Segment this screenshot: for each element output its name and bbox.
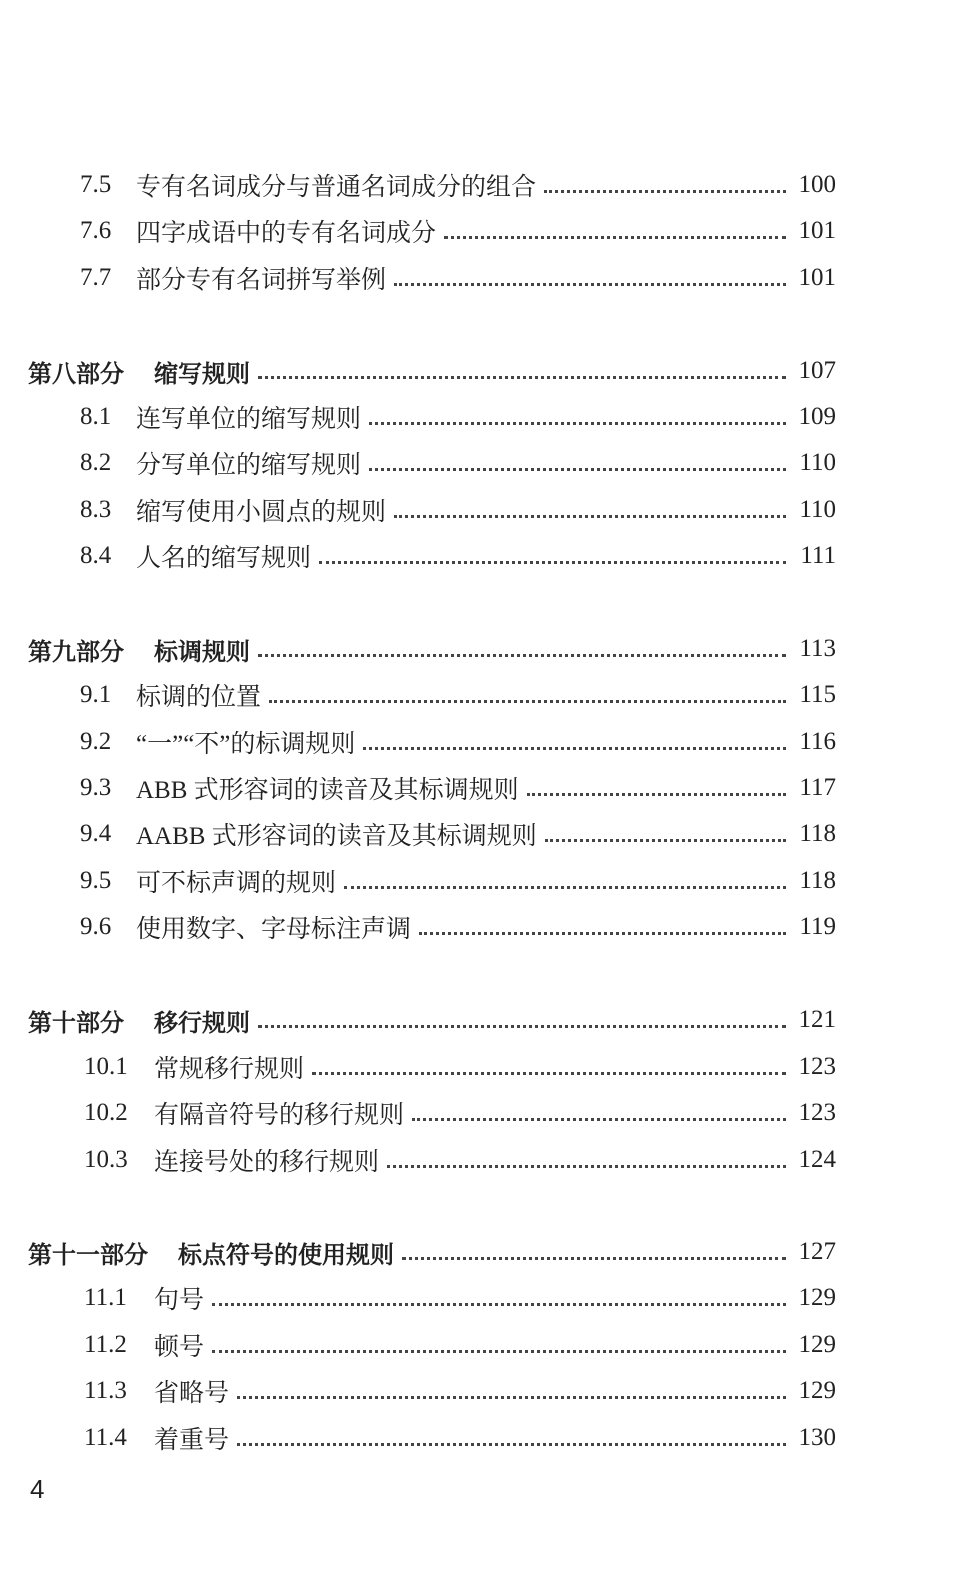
dot-leader (344, 886, 786, 889)
entry-number: 9.2 (80, 728, 112, 755)
entry-title: 可不标声调的规则 (136, 870, 337, 897)
toc-entry[interactable] (80, 675, 836, 715)
entry-title: ABB 式形容词的读音及其标调规则 (136, 777, 519, 804)
entry-number: 9.5 (80, 867, 112, 894)
entry-title: AABB 式形容词的读音及其标调规则 (136, 823, 537, 850)
toc-entry[interactable] (84, 1325, 836, 1365)
dot-leader (212, 1303, 786, 1306)
entry-title: 连写单位的缩写规则 (136, 406, 362, 433)
entry-page: 127 (798, 1238, 836, 1265)
dot-leader (394, 283, 786, 286)
entry-page: 129 (798, 1377, 836, 1404)
entry-number: 10.3 (84, 1146, 128, 1173)
toc-entry[interactable] (80, 165, 836, 205)
entry-number: 9.3 (80, 774, 112, 801)
dot-leader (212, 1350, 786, 1353)
dot-leader (312, 1072, 786, 1075)
entry-number: 第十一部分 (28, 1241, 148, 1269)
toc-entry[interactable] (80, 211, 836, 251)
entry-title: 移行规则 (154, 1009, 250, 1037)
entry-page: 124 (798, 1146, 836, 1173)
entry-title: 标点符号的使用规则 (178, 1241, 394, 1269)
dot-leader (319, 561, 786, 564)
toc-entry[interactable] (80, 536, 836, 576)
dot-leader (237, 1396, 786, 1399)
entry-number: 第九部分 (28, 638, 124, 666)
toc-part-heading[interactable] (28, 1232, 836, 1272)
entry-number: 7.6 (80, 217, 112, 244)
entry-number: 8.1 (80, 403, 112, 430)
entry-page: 119 (799, 913, 836, 940)
entry-title: 标调的位置 (136, 684, 262, 711)
entry-page: 100 (798, 171, 836, 198)
dot-leader (237, 1443, 786, 1446)
entry-number: 8.2 (80, 449, 112, 476)
dot-leader (258, 654, 786, 657)
entry-title: 有隔音符号的移行规则 (154, 1102, 405, 1129)
dot-leader (369, 422, 786, 425)
toc-part-heading[interactable] (28, 629, 836, 669)
toc-entry[interactable] (80, 443, 836, 483)
entry-title: 分写单位的缩写规则 (136, 452, 362, 479)
entry-number: 9.6 (80, 913, 112, 940)
entry-title: 常规移行规则 (154, 1056, 305, 1083)
entry-page: 118 (799, 867, 836, 894)
entry-page: 101 (798, 217, 836, 244)
entry-page: 121 (798, 1006, 836, 1033)
dot-leader (527, 793, 786, 796)
toc-entry[interactable] (84, 1047, 836, 1087)
entry-title: 顿号 (154, 1334, 205, 1361)
dot-leader (258, 1025, 786, 1028)
entry-title: 缩写使用小圆点的规则 (136, 499, 387, 526)
entry-title: 人名的缩写规则 (136, 545, 312, 572)
entry-page: 118 (799, 820, 836, 847)
entry-number: 10.1 (84, 1053, 128, 1080)
entry-title: 连接号处的移行规则 (154, 1149, 380, 1176)
entry-page: 109 (798, 403, 836, 430)
dot-leader (402, 1257, 786, 1260)
dot-leader (544, 190, 786, 193)
entry-page: 107 (798, 357, 836, 384)
entry-page: 110 (799, 496, 836, 523)
entry-number: 第十部分 (28, 1009, 124, 1037)
entry-title: 部分专有名词拼写举例 (136, 267, 387, 294)
entry-page: 117 (799, 774, 836, 801)
dot-leader (444, 236, 786, 239)
entry-page: 101 (798, 264, 836, 291)
toc-entry[interactable] (84, 1278, 836, 1318)
toc-entry[interactable] (84, 1371, 836, 1411)
entry-number: 11.3 (84, 1377, 127, 1404)
entry-number: 9.1 (80, 681, 112, 708)
entry-number: 9.4 (80, 820, 112, 847)
entry-number: 第八部分 (28, 360, 124, 388)
entry-page: 130 (798, 1424, 836, 1451)
toc-entry[interactable] (80, 258, 836, 298)
entry-number: 7.5 (80, 171, 112, 198)
entry-page: 123 (798, 1053, 836, 1080)
dot-leader (412, 1118, 786, 1121)
dot-leader (369, 468, 786, 471)
entry-number: 11.1 (84, 1284, 127, 1311)
toc-entry[interactable] (80, 722, 836, 762)
entry-page: 116 (799, 728, 836, 755)
entry-page: 123 (798, 1099, 836, 1126)
entry-title: 四字成语中的专有名词成分 (136, 220, 437, 247)
entry-number: 10.2 (84, 1099, 128, 1126)
toc-entry[interactable] (84, 1093, 836, 1133)
dot-leader (387, 1165, 786, 1168)
toc-entry[interactable] (80, 907, 836, 947)
entry-page: 129 (798, 1284, 836, 1311)
toc-part-heading[interactable] (28, 351, 836, 391)
dot-leader (269, 700, 786, 703)
entry-title: 句号 (154, 1287, 205, 1314)
page-number: 4 (30, 1474, 45, 1504)
dot-leader (545, 839, 786, 842)
toc-part-heading[interactable] (28, 1000, 836, 1040)
entry-page: 113 (799, 635, 836, 662)
dot-leader (258, 376, 786, 379)
toc-entry[interactable] (84, 1418, 836, 1458)
entry-title: 着重号 (154, 1427, 230, 1454)
entry-page: 115 (799, 681, 836, 708)
entry-title: “一”“不”的标调规则 (136, 731, 356, 758)
entry-number: 11.2 (84, 1331, 127, 1358)
dot-leader (419, 932, 786, 935)
toc-entry[interactable] (80, 814, 836, 854)
toc-entry[interactable] (80, 768, 836, 808)
entry-page: 111 (800, 542, 836, 569)
entry-page: 110 (799, 449, 836, 476)
toc-entry[interactable] (84, 1140, 836, 1180)
dot-leader (363, 747, 786, 750)
toc-entry[interactable] (80, 490, 836, 530)
entry-title: 省略号 (154, 1380, 230, 1407)
dot-leader (394, 515, 786, 518)
entry-number: 8.3 (80, 496, 112, 523)
entry-title: 专有名词成分与普通名词成分的组合 (136, 174, 537, 201)
entry-number: 7.7 (80, 264, 112, 291)
entry-number: 11.4 (84, 1424, 127, 1451)
entry-title: 标调规则 (154, 638, 250, 666)
entry-title: 使用数字、字母标注声调 (136, 916, 412, 943)
entry-title: 缩写规则 (154, 360, 250, 388)
toc-entry[interactable] (80, 861, 836, 901)
entry-number: 8.4 (80, 542, 112, 569)
entry-page: 129 (798, 1331, 836, 1358)
toc-entry[interactable] (80, 397, 836, 437)
